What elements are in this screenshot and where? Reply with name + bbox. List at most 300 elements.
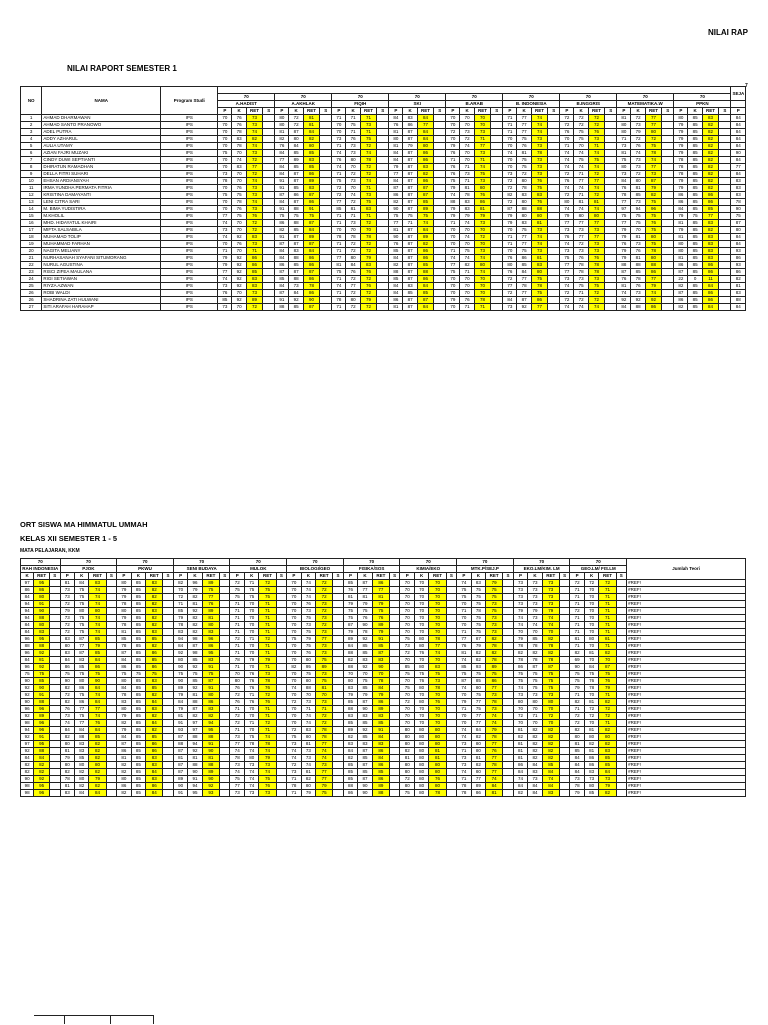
score-k: 98: [188, 636, 202, 643]
score-p: 75: [400, 790, 414, 797]
score-p: 82: [60, 699, 74, 706]
score-s: [320, 206, 332, 213]
score-ret: 82: [303, 136, 320, 143]
score-k: 70: [584, 608, 598, 615]
table-row: [21, 685, 746, 692]
score-p: 77: [275, 157, 289, 164]
score-p: 90: [389, 206, 403, 213]
score-ret: 74: [588, 185, 605, 192]
score-cut: 93: [731, 262, 746, 269]
score-k: 78: [528, 657, 542, 664]
score-k: 70: [301, 692, 315, 699]
score-p: 85: [218, 297, 232, 304]
score-ret: 74: [588, 206, 605, 213]
score-s: [446, 601, 457, 608]
score-p: 74: [218, 220, 232, 227]
score-p: 71: [570, 587, 584, 594]
score-k: 79: [301, 636, 315, 643]
score-p: 70: [287, 622, 301, 629]
score-k: 85: [358, 769, 372, 776]
row-no: 15: [21, 213, 42, 220]
score-s: [559, 776, 570, 783]
score-p: 83: [173, 629, 187, 636]
score-ret: 78: [360, 234, 377, 241]
score-p: 83: [343, 685, 357, 692]
score-ret: 82: [417, 241, 434, 248]
row-no: 9: [21, 171, 42, 178]
score-k: 94: [188, 783, 202, 790]
score-s: [276, 664, 287, 671]
score-k: 88: [289, 255, 303, 262]
col-header-cut: [731, 101, 746, 108]
score-s: [548, 171, 560, 178]
table-row: [21, 587, 746, 594]
score-s: [616, 678, 627, 685]
score-k: 85: [131, 629, 145, 636]
score-p: 79: [173, 692, 187, 699]
score-k: 75: [188, 671, 202, 678]
score-p: 87: [674, 290, 688, 297]
score-s: [605, 136, 617, 143]
score-k: 82: [528, 748, 542, 755]
student-name: DHIRATUN RAMADHAN: [42, 164, 161, 171]
score-ret: 72: [360, 276, 377, 283]
score-ret: 73: [486, 692, 503, 699]
score-k: 76: [346, 269, 360, 276]
score-ret: 89: [417, 234, 434, 241]
score-ret: 92: [34, 776, 50, 783]
score-s: [559, 657, 570, 664]
score-p: 71: [230, 622, 244, 629]
score-k: 80: [75, 608, 89, 615]
score-s: [662, 248, 674, 255]
score-ret: 74: [246, 199, 263, 206]
sub-header: P: [343, 573, 357, 580]
score-k: 72: [289, 122, 303, 129]
score-k: 76: [631, 143, 645, 150]
score-s: [434, 269, 446, 276]
score-k: 82: [471, 650, 485, 657]
score-k: 80: [289, 136, 303, 143]
score-k: 85: [688, 269, 702, 276]
score-s: [434, 122, 446, 129]
sub-header: P: [332, 108, 346, 115]
score-s: [389, 636, 400, 643]
score-k: 79: [244, 657, 258, 664]
score-s: [559, 685, 570, 692]
score-p: 82: [117, 769, 131, 776]
score-k: 76: [460, 297, 474, 304]
score-k: 82: [75, 769, 89, 776]
score-s: [446, 699, 457, 706]
score-ret: 73: [259, 790, 276, 797]
score-k: 71: [244, 580, 258, 587]
score-s: [389, 790, 400, 797]
score-ret: 82: [702, 122, 719, 129]
score-ret: 73: [531, 227, 548, 234]
jumlah-teori-value: #REF!: [627, 622, 746, 629]
score-p: 77: [230, 741, 244, 748]
score-ret: 95: [34, 741, 50, 748]
score-s: [320, 276, 332, 283]
jumlah-teori-value: #REF!: [627, 685, 746, 692]
score-s: [446, 664, 457, 671]
program-studi: IPS: [161, 262, 218, 269]
score-s: [662, 143, 674, 150]
score-k: 87: [403, 227, 417, 234]
score-p: 71: [332, 290, 346, 297]
score-s: [503, 622, 514, 629]
score-s: [377, 157, 389, 164]
score-ret: 79: [316, 783, 333, 790]
score-ret: 77: [588, 234, 605, 241]
score-s: [263, 122, 275, 129]
score-ret: 83: [303, 185, 320, 192]
score-p: 82: [570, 727, 584, 734]
score-k: 75: [471, 615, 485, 622]
score-k: 74: [574, 164, 588, 171]
score-p: 81: [674, 220, 688, 227]
score-p: 77: [332, 255, 346, 262]
score-s: [106, 748, 117, 755]
block2-header-label: MATA PELAJARAN, KKM: [20, 548, 80, 554]
score-k: 94: [21, 615, 34, 622]
score-s: [719, 304, 731, 311]
score-k: 86: [21, 587, 34, 594]
score-p: 78: [674, 157, 688, 164]
score-ret: 84: [486, 783, 503, 790]
score-p: 72: [230, 720, 244, 727]
score-k: 80: [414, 699, 428, 706]
score-p: 71: [230, 629, 244, 636]
score-s: [616, 727, 627, 734]
jumlah-teori-value: #REF!: [627, 727, 746, 734]
score-s: [163, 790, 174, 797]
score-k: 85: [688, 241, 702, 248]
score-k: 83: [75, 748, 89, 755]
score-p: 72: [60, 692, 74, 699]
score-k: 85: [131, 769, 145, 776]
score-k: 82: [528, 755, 542, 762]
score-cut: 83: [731, 185, 746, 192]
score-k: 98: [21, 720, 34, 727]
score-s: [434, 290, 446, 297]
score-ret: 93: [202, 790, 219, 797]
score-k: 73: [346, 178, 360, 185]
score-p: 71: [570, 643, 584, 650]
score-k: 82: [460, 262, 474, 269]
score-s: [276, 699, 287, 706]
score-p: 89: [173, 776, 187, 783]
score-ret: 75: [645, 241, 662, 248]
score-s: [106, 741, 117, 748]
score-ret: 74: [360, 150, 377, 157]
score-ret: 74: [531, 122, 548, 129]
score-ret: 70: [542, 706, 559, 713]
score-ret: 88: [531, 206, 548, 213]
score-ret: 86: [303, 290, 320, 297]
score-s: [320, 255, 332, 262]
score-k: 83: [289, 248, 303, 255]
score-s: [219, 580, 230, 587]
score-s: [559, 664, 570, 671]
score-s: [106, 692, 117, 699]
score-s: [333, 755, 344, 762]
score-k: 87: [517, 297, 531, 304]
score-s: [548, 241, 560, 248]
score-p: 81: [570, 636, 584, 643]
score-k: 75: [471, 622, 485, 629]
score-s: [219, 762, 230, 769]
score-s: [106, 629, 117, 636]
score-s: [503, 713, 514, 720]
score-s: [434, 248, 446, 255]
score-ret: 77: [486, 685, 503, 692]
score-ret: 86: [417, 255, 434, 262]
score-k: 84: [346, 262, 360, 269]
score-k: 90: [358, 706, 372, 713]
score-ret: 84: [417, 304, 434, 311]
score-ret: 83: [360, 206, 377, 213]
score-s: [503, 615, 514, 622]
score-s: [389, 762, 400, 769]
score-k: 87: [289, 234, 303, 241]
score-s: [219, 622, 230, 629]
score-ret: 84: [146, 699, 163, 706]
score-p: 82: [570, 699, 584, 706]
footer-divider: [110, 1015, 111, 1024]
jumlah-teori-value: #REF!: [627, 629, 746, 636]
score-ret: 84: [417, 136, 434, 143]
score-ret: 84: [372, 755, 389, 762]
score-k: 70: [346, 164, 360, 171]
score-ret: 76: [588, 255, 605, 262]
score-k: 81: [584, 727, 598, 734]
score-k: 73: [528, 587, 542, 594]
score-s: [49, 720, 60, 727]
score-p: 79: [446, 143, 460, 150]
score-p: 71: [570, 601, 584, 608]
score-p: 75: [230, 587, 244, 594]
score-p: 70: [218, 129, 232, 136]
score-ret: 71: [259, 608, 276, 615]
table-row: [21, 171, 746, 178]
score-k: 70: [584, 629, 598, 636]
score-s: [163, 664, 174, 671]
score-p: 81: [617, 283, 631, 290]
score-ret: 74: [89, 692, 106, 699]
score-ret: 86: [702, 290, 719, 297]
score-k: 83: [460, 206, 474, 213]
score-s: [219, 608, 230, 615]
score-ret: 85: [146, 734, 163, 741]
score-k: 72: [574, 122, 588, 129]
jumlah-teori-value: #REF!: [627, 790, 746, 797]
jumlah-teori-value: #REF!: [627, 636, 746, 643]
score-s: [219, 671, 230, 678]
score-ret: 71: [259, 622, 276, 629]
score-s: [503, 755, 514, 762]
score-s: [49, 629, 60, 636]
score-s: [548, 178, 560, 185]
student-name: KRISTINA DAMAYANTI: [42, 192, 161, 199]
score-s: [333, 776, 344, 783]
score-k: 77: [517, 241, 531, 248]
score-s: [333, 713, 344, 720]
score-k: 87: [75, 650, 89, 657]
score-s: [719, 262, 731, 269]
score-p: 86: [513, 762, 527, 769]
score-k: 85: [688, 234, 702, 241]
row-no: 4: [21, 136, 42, 143]
score-k: 70: [414, 720, 428, 727]
score-ret: 85: [372, 720, 389, 727]
score-k: 82: [528, 734, 542, 741]
score-p: 74: [287, 755, 301, 762]
program-studi: IPS: [161, 276, 218, 283]
sub-header: K: [403, 108, 417, 115]
score-ret: 80: [531, 269, 548, 276]
score-p: 80: [173, 657, 187, 664]
score-k: 78: [517, 185, 531, 192]
score-s: [616, 790, 627, 797]
score-k: 76: [232, 122, 246, 129]
score-s: [548, 269, 560, 276]
score-k: 80: [414, 790, 428, 797]
score-p: 75: [60, 671, 74, 678]
jumlah-teori-value: #REF!: [627, 587, 746, 594]
score-k: 92: [232, 283, 246, 290]
sub-header: RET: [372, 573, 389, 580]
score-p: 74: [457, 769, 471, 776]
row-no: 8: [21, 164, 42, 171]
score-s: [163, 587, 174, 594]
score-p: 71: [230, 650, 244, 657]
score-ret: 73: [316, 615, 333, 622]
score-ret: 85: [417, 199, 434, 206]
score-k: 80: [471, 769, 485, 776]
score-s: [719, 171, 731, 178]
score-s: [559, 713, 570, 720]
score-k: 77: [517, 276, 531, 283]
kkm-cell: 70: [117, 559, 174, 566]
score-k: 85: [131, 720, 145, 727]
score-ret: 82: [702, 150, 719, 157]
score-cut: 82: [731, 276, 746, 283]
score-p: 71: [457, 776, 471, 783]
program-studi: IPS: [161, 269, 218, 276]
score-k: 87: [403, 234, 417, 241]
score-ret: 74: [89, 713, 106, 720]
score-k: 89: [289, 157, 303, 164]
score-s: [49, 580, 60, 587]
score-ret: 86: [146, 783, 163, 790]
score-p: 71: [570, 615, 584, 622]
score-s: [377, 171, 389, 178]
score-s: [377, 192, 389, 199]
score-k: 83: [358, 657, 372, 664]
score-p: 73: [332, 136, 346, 143]
score-ret: 88: [202, 734, 219, 741]
score-ret: 91: [202, 741, 219, 748]
row-no: 7: [21, 157, 42, 164]
score-ret: 70: [429, 615, 446, 622]
score-p: 72: [230, 713, 244, 720]
score-ret: 71: [474, 136, 491, 143]
score-s: [503, 580, 514, 587]
row-no: 18: [21, 234, 42, 241]
score-s: [276, 783, 287, 790]
score-p: 79: [173, 706, 187, 713]
sub-header: RET: [588, 108, 605, 115]
subject-header: MTK.P/SEJ.P: [457, 566, 514, 573]
score-p: 75: [400, 685, 414, 692]
score-ret: 72: [259, 720, 276, 727]
score-p: 70: [513, 706, 527, 713]
score-p: 84: [389, 290, 403, 297]
score-p: 81: [617, 115, 631, 122]
score-s: [605, 192, 617, 199]
score-p: 82: [503, 192, 517, 199]
score-k: 77: [75, 643, 89, 650]
score-ret: 83: [303, 157, 320, 164]
score-ret: 86: [417, 178, 434, 185]
score-ret: 74: [531, 129, 548, 136]
score-s: [662, 192, 674, 199]
score-ret: 90: [34, 685, 50, 692]
table-row: [21, 220, 746, 227]
score-p: 70: [400, 622, 414, 629]
score-k: 85: [688, 143, 702, 150]
table-row: [21, 269, 746, 276]
score-ret: 80: [429, 734, 446, 741]
score-ret: 75: [588, 157, 605, 164]
score-s: [163, 727, 174, 734]
score-p: 70: [503, 157, 517, 164]
score-k: 82: [471, 762, 485, 769]
score-p: 75: [446, 178, 460, 185]
score-k: 77: [574, 234, 588, 241]
score-ret: 74: [486, 776, 503, 783]
score-ret: 70: [599, 657, 616, 664]
score-ret: 72: [316, 594, 333, 601]
score-ret: 88: [417, 269, 434, 276]
score-k: 70: [460, 122, 474, 129]
score-ret: 84: [89, 790, 106, 797]
student-name: NURHASANAH SYAFANI SITUMORANG: [42, 255, 161, 262]
score-p: 71: [332, 248, 346, 255]
score-k: 80: [301, 783, 315, 790]
score-k: 76: [244, 671, 258, 678]
score-s: [446, 776, 457, 783]
score-ret: 75: [599, 671, 616, 678]
score-s: [276, 594, 287, 601]
score-k: 70: [244, 643, 258, 650]
sub-header: K: [188, 573, 202, 580]
score-k: 70: [414, 657, 428, 664]
score-p: 75: [332, 269, 346, 276]
score-k: 81: [301, 741, 315, 748]
score-p: 74: [513, 615, 527, 622]
score-k: 85: [131, 692, 145, 699]
score-k: 85: [358, 734, 372, 741]
score-s: [377, 234, 389, 241]
score-ret: 85: [542, 762, 559, 769]
score-p: 70: [446, 276, 460, 283]
score-s: [389, 685, 400, 692]
score-s: [333, 657, 344, 664]
sub-header: S: [389, 573, 400, 580]
